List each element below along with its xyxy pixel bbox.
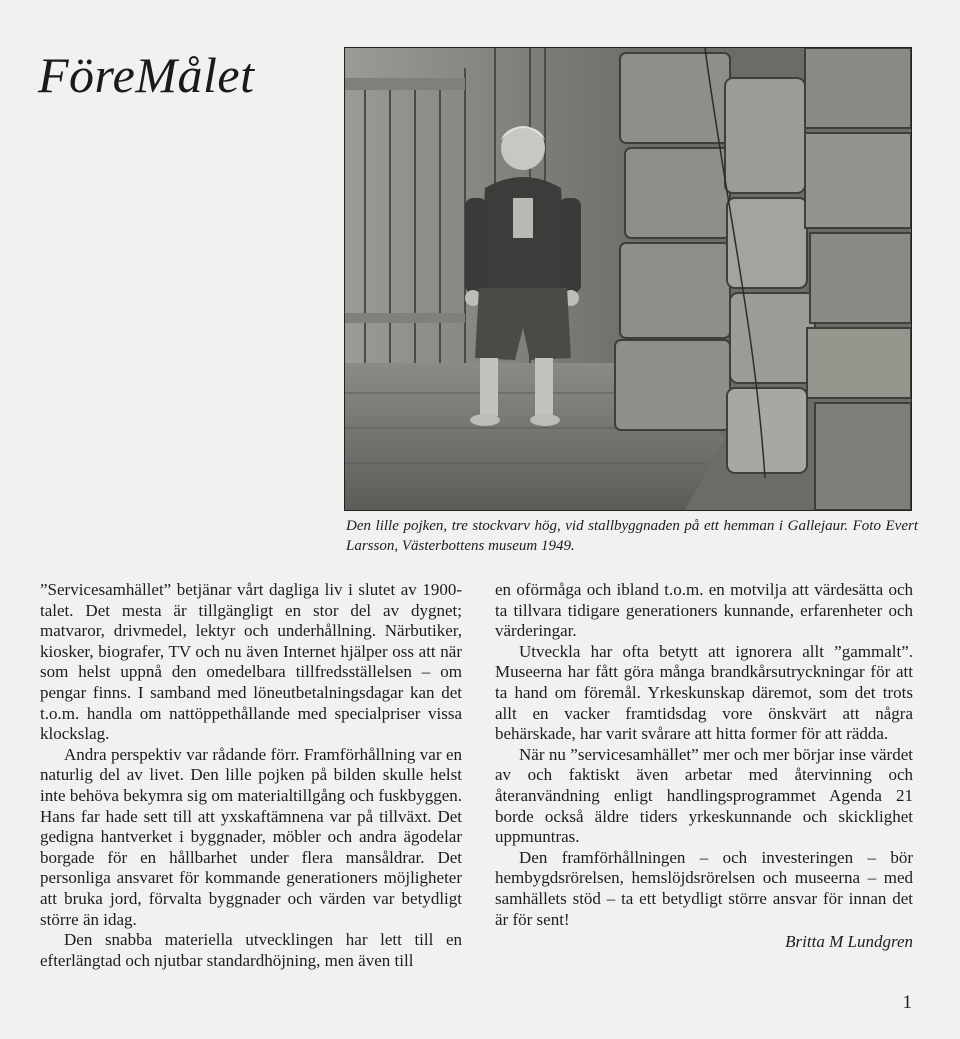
- right-column: [495, 580, 913, 953]
- photo: [344, 47, 912, 511]
- page-title: FöreMålet: [38, 47, 255, 103]
- paragraph: Den framförhållningen – och investeringen – bör hembygdsrörelsen, hemslöjdsrörelsen och museerna – med samhällets stöd – ta ett betydligt större ansvar för innan det är för sent!: [495, 847, 913, 929]
- left-column: [40, 580, 462, 971]
- page-number: 1: [902, 992, 912, 1013]
- paragraph: ”Servicesamhället” betjänar vårt dagliga liv i slutet av 1900-talet. Det mesta är tillgängligt en stor del av dygnet; matvaror, drivmedel, lektyr och underhållning. Närbutiker, kiosker, biografer, TV och nu även Internet hjälper oss att när som helst uppnå den omedelbara tillfredsställelsen – om pengar finns. I samband med löneutbetalningsdagar kan det t.o.m. handla om nattöppethållande med specialpriser vissa klockslag.: [40, 580, 462, 744]
- author-signature: Britta M Lundgren: [785, 932, 913, 952]
- photo-illustration: [345, 48, 911, 510]
- paragraph: Utveckla har ofta betytt att ignorera allt ”gammalt”. Museerna har fått göra många brandkårsutryckningar för att ta hand om föremål. Yrkeskunskap däremot, som det trots allt en vacker framtidsdag vore önskvärt att några behärskade, har varit svårare att hitta former för att rädda.: [495, 641, 913, 744]
- paragraph: Den snabba materiella utvecklingen har lett till en efterlängtad och njutbar standardhöjning, men även till: [40, 930, 462, 970]
- photo-caption: Den lille pojken, tre stockvarv hög, vid stallbyggnaden på ett hemman i Gallejaur. Foto Evert Larsson, Västerbottens museum 1949.: [346, 518, 918, 554]
- paragraph: Andra perspektiv var rådande förr. Framförhållning var en naturlig del av livet. Den lille pojken på bilden skulle helst inte behöva bekymra sig om materialtillgång och fuskbyggen. Hans far hade sett till att yxskaftämnena var på tillväxt. Det gedigna hantverket i byggnader, möbler och andra ägodelar borgade för en hållbarhet under flera mansåldrar. Det personliga ansvaret för kommande generationers möjligheter att bruka jord, förvalta byggnader och värden var betydligt större än idag.: [40, 744, 462, 929]
- paragraph: När nu ”servicesamhället” mer och mer börjar inse värdet av och faktiskt även arbetar med återvinning och återanvändning enligt handlingsprogrammet Agenda 21 borde också äldre tiders yrkeskunnande och skicklighet uppmuntras.: [495, 744, 913, 847]
- paragraph: en oförmåga och ibland t.o.m. en motvilja att värdesätta och ta tillvara tidigare generationers kunnande, erfarenheter och värderingar.: [495, 580, 913, 641]
